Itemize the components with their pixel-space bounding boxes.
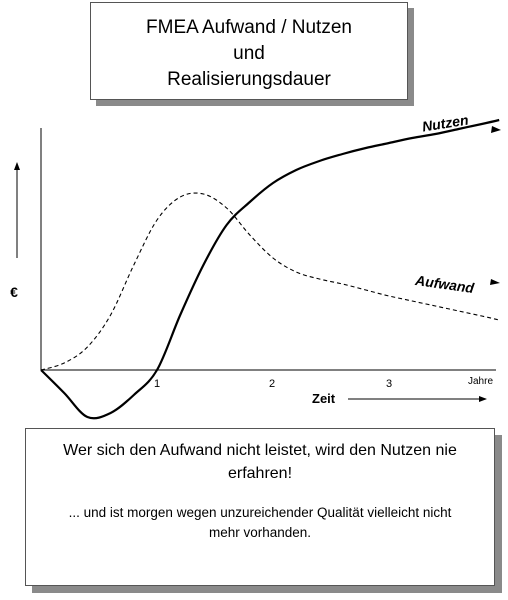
x-tick-label-3: 3 [385, 378, 393, 390]
aufwand-arrow-head [490, 279, 500, 285]
x-tick-label-1: 1 [153, 378, 161, 390]
message-sub: ... und ist morgen wegen unzureichender Qualität vielleicht nicht mehr vorhanden. [68, 505, 452, 540]
nutzen-arrow-head [491, 126, 501, 133]
x-axis-label: Zeit [312, 391, 336, 406]
series-label-nutzen: Nutzen [420, 111, 470, 135]
message-box [25, 428, 495, 586]
message-main: Wer sich den Aufwand nicht leistet, wird den Nutzen nie erfahren! [63, 442, 457, 482]
title-line-1: FMEA Aufwand / Nutzen [146, 17, 352, 38]
x-unit-label: Jahre [468, 376, 494, 387]
series-line-nutzen [41, 120, 499, 418]
title-line-3: Realisierungsdauer [167, 69, 331, 90]
y-axis-label: € [10, 284, 18, 300]
series-label-aufwand: Aufwand [414, 272, 476, 297]
title-line-2: und [233, 43, 265, 64]
x-tick-label-2: 2 [268, 378, 276, 390]
